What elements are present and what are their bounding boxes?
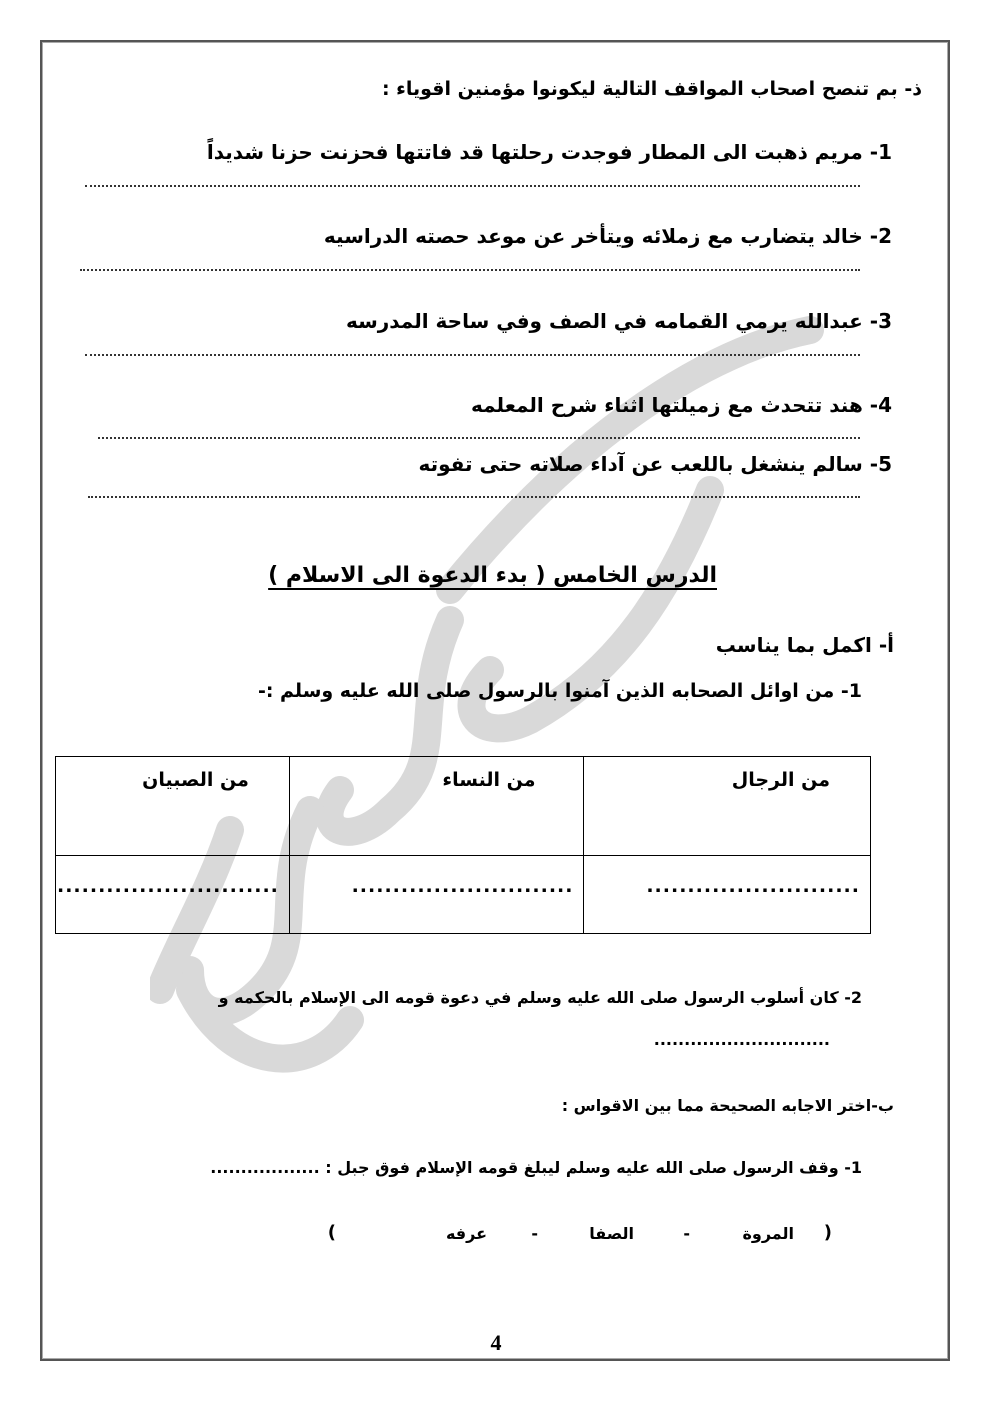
table-header-row xyxy=(56,757,871,856)
companions-table xyxy=(55,756,871,934)
choice-option[interactable]: الصفا xyxy=(589,1224,634,1243)
choice-option[interactable]: عرفه xyxy=(445,1224,487,1243)
blank-women[interactable]: ........................... xyxy=(351,875,574,897)
table-row xyxy=(56,856,871,934)
choices-open-paren: ( xyxy=(823,1222,832,1243)
choice-separator: - xyxy=(683,1224,690,1243)
part-a-label: أ- اكمل بما يناسب xyxy=(715,633,894,657)
list-item: 1- مريم ذهبت الى المطار فوجدت رحلتها قد فاتتها فحزنت حزنا شديداً xyxy=(206,140,892,164)
choice-option[interactable]: المروة xyxy=(742,1224,794,1243)
table-header-boys: من الصبيان xyxy=(56,757,290,856)
part-b-question-1: 1- وقف الرسول صلى الله عليه وسلم ليبلغ قومه الإسلام فوق جبل : .................. xyxy=(210,1158,862,1177)
part-b-label: ب-اختر الاجابه الصحيحة مما بين الاقواس : xyxy=(561,1096,894,1115)
list-item: 2- خالد يتضارب مع زملائه ويتأخر عن موعد حصته الدراسيه xyxy=(323,224,892,248)
section-prompt: ذ- بم تنصح اصحاب المواقف التالية ليكونوا مؤمنين اقوياء : xyxy=(381,78,922,100)
blank-boys[interactable]: ........................... xyxy=(57,875,279,897)
part-a-question-1: 1- من اوائل الصحابه الذين آمنوا بالرسول صلى الله عليه وسلم :- xyxy=(257,680,862,702)
part-a-question-2: 2- كان أسلوب الرسول صلى الله عليه وسلم في دعوة قومه الى الإسلام بالحكمه و xyxy=(218,988,862,1007)
table-header-women: من النساء xyxy=(289,757,584,856)
table-cell[interactable] xyxy=(56,856,290,934)
answer-line[interactable] xyxy=(85,185,860,187)
table-header-men: من الرجال xyxy=(584,757,871,856)
lesson-title: الدرس الخامس ( بدء الدعوة الى الاسلام ) xyxy=(268,563,717,588)
choice-separator: - xyxy=(531,1224,538,1243)
answer-blank[interactable]: ............................. xyxy=(653,1030,830,1049)
blank-men[interactable]: .......................... xyxy=(646,875,860,897)
choices-close-paren: ) xyxy=(327,1222,336,1243)
answer-line[interactable] xyxy=(98,437,860,439)
answer-line[interactable] xyxy=(80,269,860,271)
table-cell[interactable] xyxy=(584,856,871,934)
answer-line[interactable] xyxy=(88,496,860,498)
table-cell[interactable] xyxy=(289,856,584,934)
list-item: 3- عبدالله يرمي القمامه في الصف وفي ساحة المدرسه xyxy=(345,309,892,333)
answer-line[interactable] xyxy=(85,354,860,356)
page-number: 4 xyxy=(490,1330,502,1355)
list-item: 5- سالم ينشغل باللعب عن آداء صلاته حتى تفوته xyxy=(418,452,892,476)
list-item: 4- هند تتحدث مع زميلتها اثناء شرح المعلمه xyxy=(471,393,892,417)
